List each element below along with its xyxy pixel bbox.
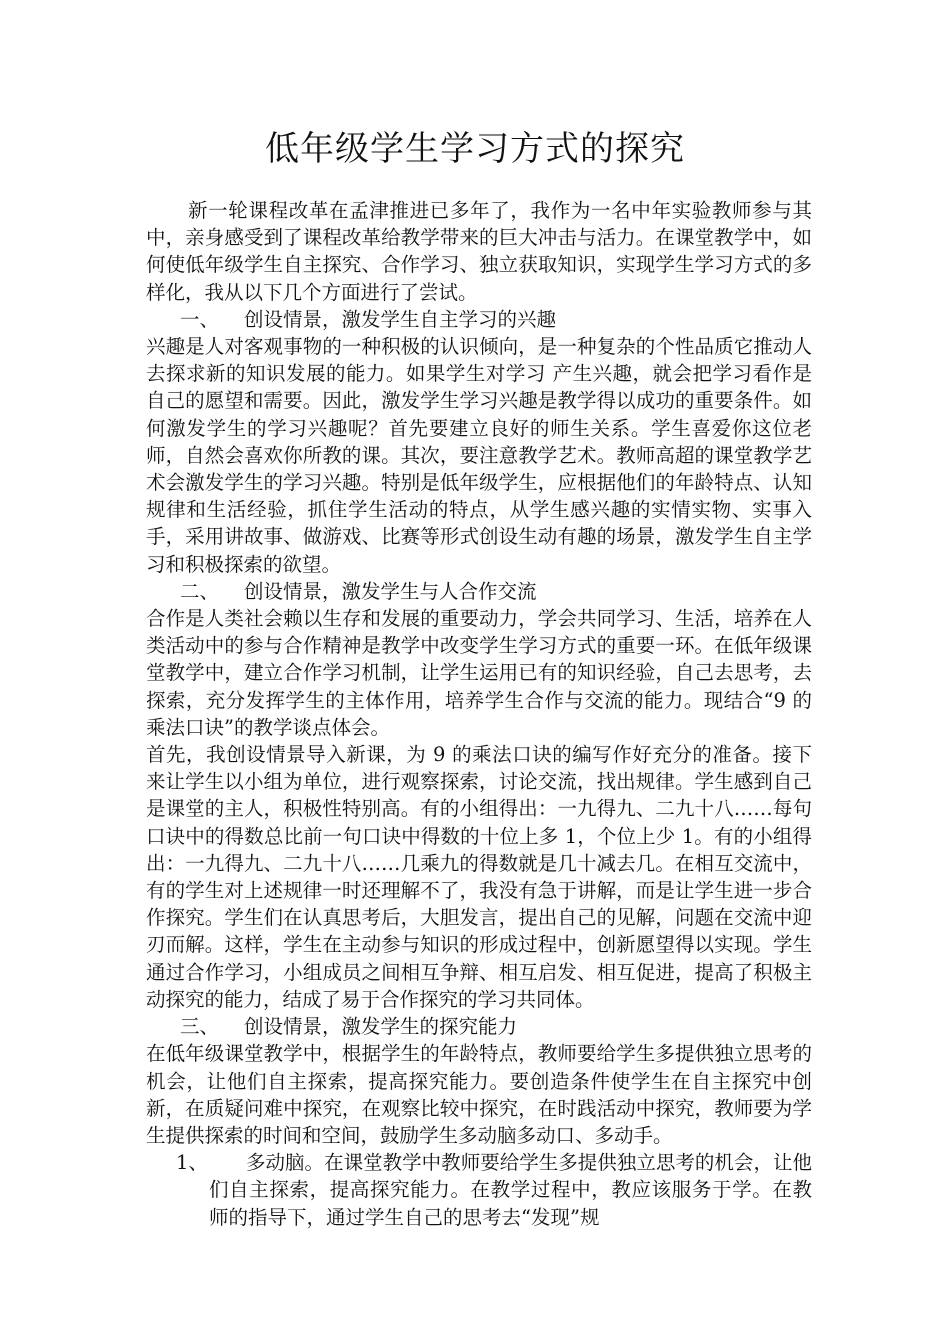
section-heading-text: 创设情景，激发学生自主学习的兴趣 — [244, 307, 557, 331]
section-number: 三、 — [180, 1015, 220, 1039]
section-heading-text: 创设情景，激发学生与人合作交流 — [244, 579, 537, 603]
section-number: 一、 — [180, 307, 220, 331]
section-2-paragraph-2: 首先，我创设情景导入新课，为 9 的乘法口诀的编写作好充分的准备。接下来让学生以小组为单位，进行观察探索，讨论交流，找出规律。学生感到自己是课堂的主人，积极性特别高。有的小组得出：一九得九、二九十八……每句口诀中的得数总比前一句口诀中得数的十位上多 1，个位上少 1。有的小组得出：一九得九、二九十八……几乘九的得数就是几十减去几。在相互交流中，有的学生对上述规律一时还理解不了，我没有急于讲解，而是让学生进一步合作探究。学生们在认真思考后，大胆发言，提出自己的见解，问题在交流中迎刃而解。这样，学生在主动参与知识的形成过程中，创新愿望得以实现。学生通过合作学习，小组成员之间相互争辩、相互启发、相互促进，提高了积极主动探究的能力，结成了易于合作探究的学习共同体。 — [146, 743, 812, 1011]
section-heading-1 — [146, 306, 812, 333]
section-2-paragraph-1: 合作是人类社会赖以生存和发展的重要动力，学会共同学习、生活，培养在人类活动中的参与合作精神是教学中改变学生学习方式的重要一环。在低年级课堂教学中，建立合作学习机制，让学生运用已有的知识经验，自己去思考，去探索，充分发挥学生的主体作用，培养学生合作与交流的能力。现结合“9 的乘法口诀”的教学谈点体会。 — [146, 607, 812, 739]
list-item-text: 多动脑。在课堂教学中教师要给学生多提供独立思考的机会，让他们自主探索，提高探究能力。在教学过程中，教应该服务于学。在教师的指导下，通过学生自己的思考去“发现”规 — [209, 1151, 812, 1229]
section-3-paragraph-1: 在低年级课堂教学中，根据学生的年龄特点，教师要给学生多提供独立思考的机会，让他们自主探索，提高探究能力。要创造条件使学生在自主探究中创新，在质疑问难中探究，在观察比较中探究，在时践活动中探究，教师要为学生提供探索的时间和空间，鼓励学生多动脑多动口、多动手。 — [146, 1042, 812, 1147]
section-1-paragraph-1: 兴趣是人对客观事物的一种积极的认识倾向，是一种复杂的个性品质它推动人去探求新的知识发展的能力。如果学生对学习 产生兴趣，就会把学习看作是自己的愿望和需要。因此，激发学生学习兴趣是教学得以成功的重要条件。如何激发学生的学习兴趣呢？首先要建立良好的师生关系。学生喜爱你这位老师，自然会喜欢你所教的课。其次，要注意教学艺术。教师高超的课堂教学艺术会激发学生的学习兴趣。特别是低年级学生，应根据他们的年龄特点、认知规律和生活经验，抓住学生活动的特点，从学生感兴趣的实情实物、实事入手，采用讲故事、做游戏、比赛等形式创设生动有趣的场景，激发学生自主学习和积极探索的欲望。 — [146, 335, 812, 576]
intro-paragraph: 新一轮课程改革在孟津推进已多年了，我作为一名中年实验教师参与其中，亲身感受到了课程改革给教学带来的巨大冲击与活力。在课堂教学中，如何使低年级学生自主探究、合作学习、独立获取知识，实现学生学习方式的多样化，我从以下几个方面进行了尝试。 — [146, 199, 812, 304]
section-heading-3 — [146, 1013, 812, 1040]
section-heading-text: 创设情景，激发学生的探究能力 — [244, 1015, 518, 1039]
section-heading-2 — [146, 578, 812, 605]
document-title: 低年级学生学习方式的探究 — [265, 129, 685, 169]
list-item-number: 1、 — [176, 1151, 208, 1175]
section-number: 二、 — [180, 579, 220, 603]
document-body — [146, 197, 812, 1231]
list-item — [146, 1149, 812, 1231]
